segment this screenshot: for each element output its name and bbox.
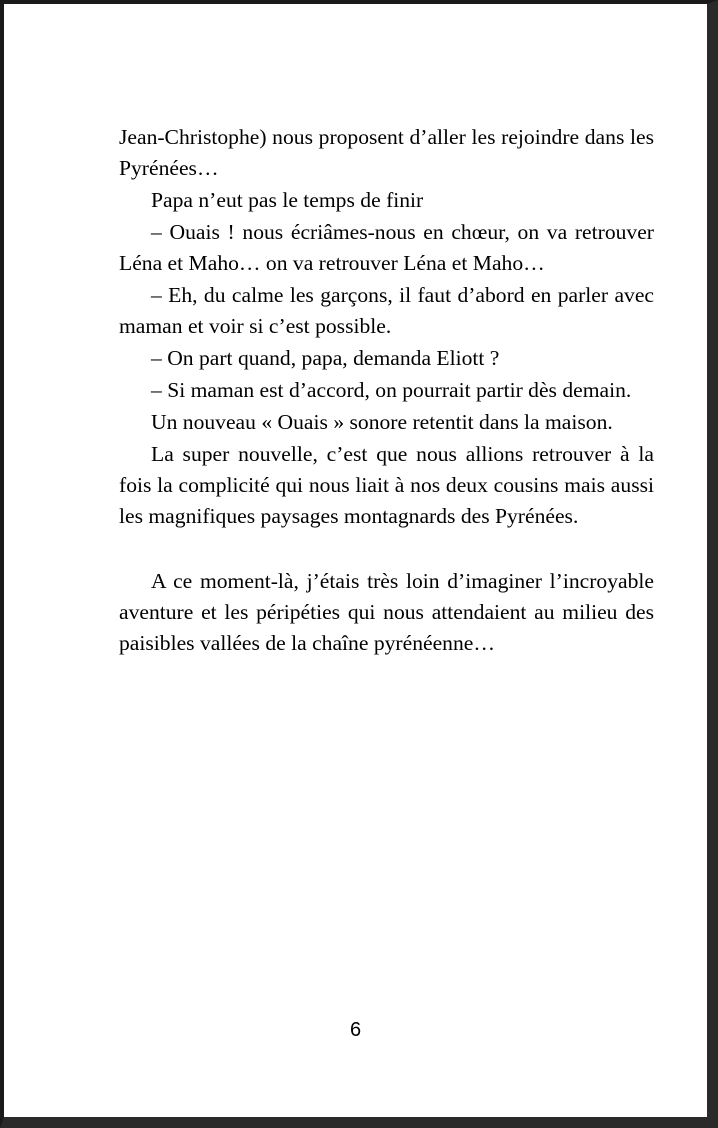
body-text: [119, 122, 654, 660]
paragraph-6: – Si maman est d’accord, on pourrait partir dès demain.: [151, 378, 632, 402]
paragraph-1: Jean-Christophe) nous proposent d’aller les rejoindre dans les Pyrénées…: [119, 125, 654, 180]
paragraph-4: – Eh, du calme les garçons, il faut d’abord en parler avec maman et voir si c’est possible.: [119, 283, 654, 338]
paragraph-2: Papa n’eut pas le temps de finir: [151, 188, 424, 212]
paragraph-9: A ce moment-là, j’étais très loin d’imaginer l’incroyable aventure et les péripéties qui nous attendaient au milieu des paisibles vallées de la chaîne pyrénéenne…: [119, 569, 654, 655]
paragraph-3: – Ouais ! nous écriâmes-nous en chœur, on va retrouver Léna et Maho… on va retrouver Léna et Maho…: [119, 220, 654, 275]
paragraph-8: La super nouvelle, c’est que nous allions retrouver à la fois la complicité qui nous liait à nos deux cousins mais aussi les magnifiques paysages montagnards des Pyrénées.: [119, 442, 654, 528]
paragraph-5: – On part quand, papa, demanda Eliott ?: [151, 346, 500, 370]
paragraph-7: Un nouveau « Ouais » sonore retentit dans la maison.: [151, 410, 613, 434]
page-number: 6: [349, 1019, 362, 1041]
